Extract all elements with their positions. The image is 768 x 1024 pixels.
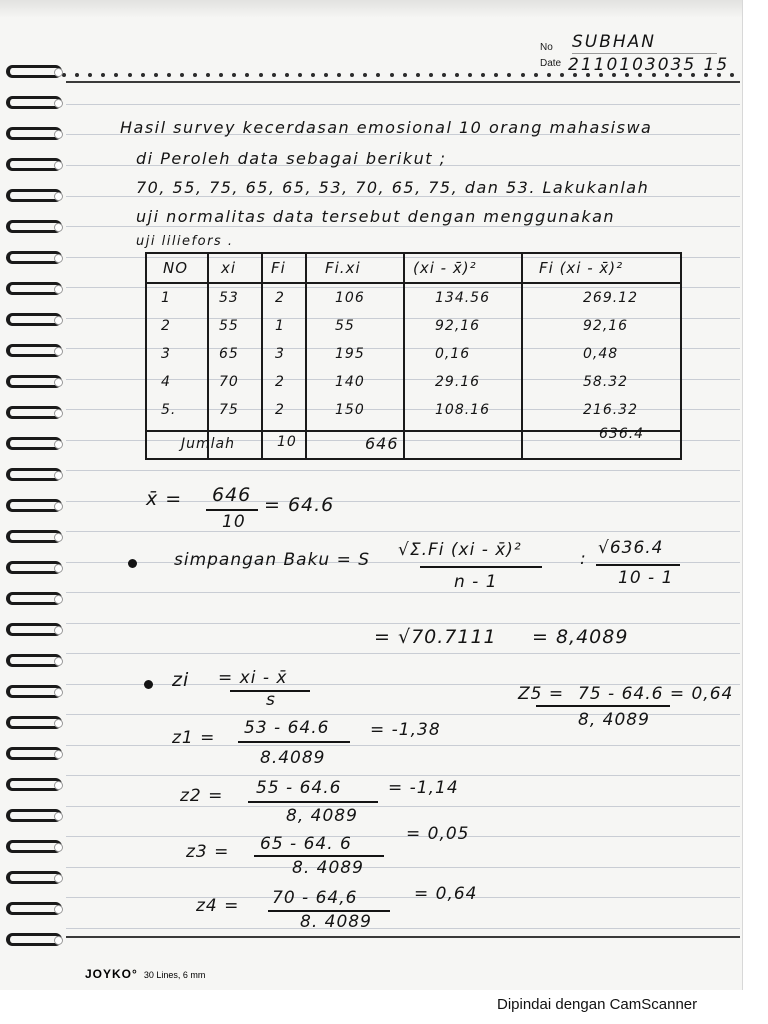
perforation-dot [494, 73, 498, 77]
bullet-icon [128, 559, 137, 568]
frequency-table [145, 252, 682, 460]
table-cell: 108.16 [435, 402, 490, 418]
mean-lhs: x̄ = [146, 488, 183, 510]
table-cell: 58.32 [583, 374, 629, 390]
z3-result: = 0,05 [406, 824, 470, 844]
punch-hole [54, 812, 63, 821]
z2-fraction-bar [248, 801, 378, 803]
spiral-ring [0, 62, 66, 82]
problem-line-3: 70, 55, 75, 65, 65, 53, 70, 65, 75, dan 53. Lakukanlah [136, 178, 650, 197]
perforation-dot [416, 73, 420, 77]
sd-label: simpangan Baku = S [174, 550, 371, 570]
perforation-dot [547, 73, 551, 77]
table-header-dev-sq: (xi - x̄)² [413, 259, 477, 277]
table-cell: 55 [335, 318, 355, 334]
problem-line-4: uji normalitas data tersebut dengan menggunakan [136, 207, 616, 226]
sd-fraction-bar [420, 566, 542, 568]
spiral-ring [0, 930, 66, 950]
spiral-ring [0, 341, 66, 361]
perforation-dot [455, 73, 459, 77]
sd-result: = 8,4089 [532, 626, 629, 648]
perforation-dot [311, 73, 315, 77]
punch-hole [54, 130, 63, 139]
brand-sub: 30 Lines, 6 mm [143, 970, 206, 980]
ruled-line [66, 775, 740, 776]
table-header-fixi: Fi.xi [325, 259, 361, 277]
punch-hole [54, 750, 63, 759]
zi-denominator: s [266, 690, 276, 710]
punch-hole [54, 192, 63, 201]
table-cell: 150 [335, 402, 365, 418]
table-cell: 134.56 [435, 290, 490, 306]
mean-result: = 64.6 [264, 494, 335, 516]
table-cell: 1 [275, 318, 285, 334]
problem-line-5: uji liliefors . [136, 234, 234, 249]
spiral-ring [0, 93, 66, 113]
z3-lhs: z3 = [186, 842, 230, 862]
z2-lhs: z2 = [180, 786, 224, 806]
punch-hole [54, 936, 63, 945]
punch-hole [54, 843, 63, 852]
z5-fraction-bar [536, 705, 670, 707]
table-cell: 140 [335, 374, 365, 390]
perforation-dot [232, 73, 236, 77]
ruled-line [66, 470, 740, 471]
perforation-dot [363, 73, 367, 77]
perforation-dot [390, 73, 394, 77]
perforation-dot [560, 73, 564, 77]
perforation-dot [101, 73, 105, 77]
date-label: Date [540, 58, 562, 69]
sd-fraction-bar-2 [596, 564, 680, 566]
spiral-ring [0, 775, 66, 795]
spiral-ring [0, 744, 66, 764]
z1-denominator: 8.4089 [260, 748, 326, 768]
page-top-shadow [0, 0, 768, 18]
ruled-line [66, 806, 740, 807]
ruled-line [66, 653, 740, 654]
perforation-dot [298, 73, 302, 77]
punch-hole [54, 161, 63, 170]
spiral-ring [0, 186, 66, 206]
no-label: No [540, 42, 553, 53]
spiral-ring [0, 434, 66, 454]
perforation-dot [75, 73, 79, 77]
perforation-dot [429, 73, 433, 77]
table-cell: 1 [161, 290, 171, 306]
z5-lhs: Z5 = [518, 684, 565, 704]
mean-fraction-bar [206, 509, 258, 511]
page-right-edge [742, 0, 768, 990]
punch-hole [54, 254, 63, 263]
z4-result: = 0,64 [414, 884, 478, 904]
z1-result: = -1,38 [370, 720, 441, 740]
z2-denominator: 8, 4089 [286, 806, 358, 826]
ruled-line [66, 897, 740, 898]
table-total-last: 636.4 [599, 426, 645, 442]
punch-hole [54, 781, 63, 790]
mean-numerator: 646 [212, 484, 252, 506]
spiral-ring [0, 310, 66, 330]
perforation-dot [114, 73, 118, 77]
spiral-ring [0, 527, 66, 547]
punch-hole [54, 626, 63, 635]
perforation-dot [521, 73, 525, 77]
z1-fraction-bar [238, 741, 350, 743]
z5-numerator: 75 - 64.6 = 0,64 [578, 684, 734, 704]
perforation-dot [206, 73, 210, 77]
spiral-ring [0, 558, 66, 578]
table-total-fi: 10 [277, 434, 297, 450]
ruled-line [66, 104, 740, 105]
ruled-line [66, 867, 740, 868]
perforation-dot [88, 73, 92, 77]
perforation-dot [324, 73, 328, 77]
spiral-ring [0, 248, 66, 268]
perforation-dot [272, 73, 276, 77]
table-header-no: NO [163, 259, 189, 277]
ruled-line [66, 531, 740, 532]
table-cell: 2 [275, 402, 285, 418]
z3-denominator: 8. 4089 [292, 858, 364, 878]
spiral-ring [0, 868, 66, 888]
z3-fraction-bar [254, 855, 384, 857]
zi-numerator: = xi - x̄ [218, 668, 288, 688]
perforation-dot [350, 73, 354, 77]
punch-hole [54, 533, 63, 542]
spiral-ring [0, 217, 66, 237]
table-total-fixi: 646 [365, 434, 399, 453]
perforation-dot [128, 73, 132, 77]
table-col-divider [403, 254, 405, 458]
table-cell: 0,48 [583, 346, 619, 362]
table-cell: 3 [275, 346, 285, 362]
punch-hole [54, 378, 63, 387]
punch-hole [54, 316, 63, 325]
punch-hole [54, 874, 63, 883]
punch-hole [54, 347, 63, 356]
punch-hole [54, 440, 63, 449]
punch-hole [54, 688, 63, 697]
perforation-dot [534, 73, 538, 77]
sd-sqrt-value: = √70.7111 [374, 626, 497, 648]
header-rule [66, 81, 740, 83]
table-cell: 106 [335, 290, 365, 306]
perforation-dot [507, 73, 511, 77]
spiral-ring [0, 651, 66, 671]
z1-numerator: 53 - 64.6 [244, 718, 330, 738]
punch-hole [54, 68, 63, 77]
table-cell: 2 [275, 290, 285, 306]
ruled-line [66, 592, 740, 593]
spiral-ring [0, 465, 66, 485]
spiral-ring [0, 372, 66, 392]
mean-denominator: 10 [222, 512, 246, 532]
perforation-dot [337, 73, 341, 77]
perforation-dot [403, 73, 407, 77]
sd-denominator: n - 1 [454, 572, 498, 592]
spiral-ring [0, 620, 66, 640]
punch-hole [54, 223, 63, 232]
z5-denominator: 8, 4089 [578, 710, 650, 730]
table-cell: 70 [219, 374, 239, 390]
perforation-dot [730, 73, 734, 77]
table-col-divider [207, 254, 209, 458]
punch-hole [54, 502, 63, 511]
table-cell: 65 [219, 346, 239, 362]
perforation-dot [193, 73, 197, 77]
perforation-dot [468, 73, 472, 77]
table-header-divider [147, 282, 680, 284]
z4-numerator: 70 - 64,6 [272, 888, 358, 908]
spiral-ring [0, 124, 66, 144]
spiral-ring [0, 589, 66, 609]
spiral-ring [0, 837, 66, 857]
z4-denominator: 8. 4089 [300, 912, 372, 932]
table-total-label: Jumlah [181, 436, 235, 452]
table-cell: 2 [161, 318, 171, 334]
perforation-dot [376, 73, 380, 77]
table-cell: 75 [219, 402, 239, 418]
spiral-ring [0, 713, 66, 733]
scanner-watermark: Dipindai dengan CamScanner [497, 996, 698, 1013]
perforation-dot [180, 73, 184, 77]
table-cell: 92,16 [435, 318, 481, 334]
table-cell: 55 [219, 318, 239, 334]
perforation-dot [167, 73, 171, 77]
sd-numerator: √Σ.Fi (xi - x̄)² [398, 540, 522, 560]
z2-numerator: 55 - 64.6 [256, 778, 342, 798]
no-line [572, 53, 717, 54]
ruled-line [66, 928, 740, 929]
table-cell: 4 [161, 374, 171, 390]
perforation-dot [442, 73, 446, 77]
punch-hole [54, 657, 63, 666]
z4-lhs: z4 = [196, 896, 240, 916]
table-header-fi-dev-sq: Fi (xi - x̄)² [539, 259, 624, 277]
table-cell: 3 [161, 346, 171, 362]
perforation-dot [245, 73, 249, 77]
z3-numerator: 65 - 64. 6 [260, 834, 352, 854]
perforation-dot [481, 73, 485, 77]
spiral-ring [0, 806, 66, 826]
spiral-ring [0, 155, 66, 175]
table-cell: 53 [219, 290, 239, 306]
table-header-fi: Fi [271, 259, 286, 277]
notebook-brand [85, 963, 205, 982]
ruled-line [66, 623, 740, 624]
table-col-divider [521, 254, 523, 458]
table-cell: 195 [335, 346, 365, 362]
brand-name: JOYKO° [85, 967, 138, 981]
date-value: 2110103035 15 [568, 55, 730, 75]
zi-label: zi [172, 669, 190, 691]
problem-line-1: Hasil survey kecerdasan emosional 10 orang mahasiswa [120, 118, 653, 137]
punch-hole [54, 564, 63, 573]
table-cell: 5. [161, 402, 177, 418]
table-header-xi: xi [221, 259, 237, 277]
ruled-line [66, 562, 740, 563]
spiral-ring [0, 403, 66, 423]
no-value: SUBHAN [572, 32, 657, 52]
z2-result: = -1,14 [388, 778, 459, 798]
punch-hole [54, 285, 63, 294]
table-cell: 92,16 [583, 318, 629, 334]
spiral-ring [0, 496, 66, 516]
punch-hole [54, 471, 63, 480]
bullet-icon [144, 680, 153, 689]
spiral-ring [0, 279, 66, 299]
spiral-ring [0, 899, 66, 919]
perforation-dot [154, 73, 158, 77]
table-col-divider [261, 254, 263, 458]
perforation-dot [141, 73, 145, 77]
table-col-divider [305, 254, 307, 458]
ruled-line [66, 226, 740, 227]
table-cell: 269.12 [583, 290, 638, 306]
table-cell: 29.16 [435, 374, 481, 390]
sd-denominator-2: 10 - 1 [618, 568, 674, 588]
problem-line-2: di Peroleh data sebagai berikut ; [136, 149, 447, 168]
spiral-ring [0, 682, 66, 702]
table-cell: 216.32 [583, 402, 638, 418]
table-cell: 2 [275, 374, 285, 390]
perforation-dot [285, 73, 289, 77]
punch-hole [54, 719, 63, 728]
sd-eq: : [580, 549, 587, 569]
punch-hole [54, 905, 63, 914]
punch-hole [54, 99, 63, 108]
ruled-line [66, 836, 740, 837]
table-cell: 0,16 [435, 346, 471, 362]
punch-hole [54, 595, 63, 604]
perforation-dot [259, 73, 263, 77]
punch-hole [54, 409, 63, 418]
ruled-line [66, 745, 740, 746]
page-bottom-rule [66, 936, 740, 938]
sd-numerator-2: √636.4 [598, 538, 664, 558]
z1-lhs: z1 = [172, 728, 216, 748]
perforation-dot [219, 73, 223, 77]
